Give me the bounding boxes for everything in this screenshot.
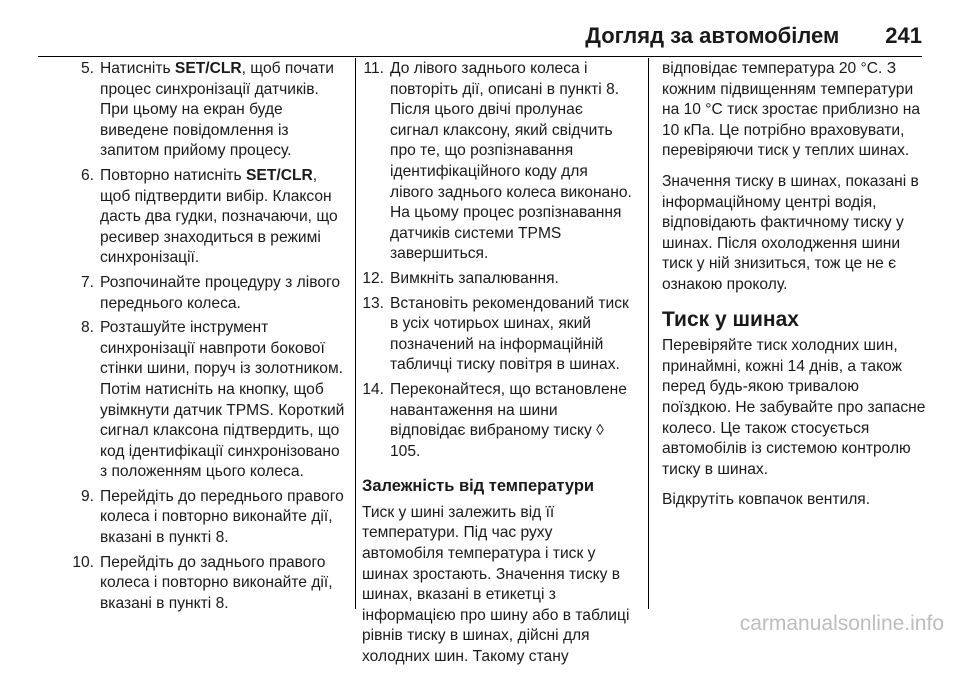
column-divider (648, 58, 649, 609)
key-label: SET/CLR (246, 166, 313, 184)
list-text: Повторно натисніть SET/CLR, щоб підтвердити вибір. Клаксон дасть два гудки, позначаючи, що ресивер знаходиться в режимі синхронізації. (100, 166, 338, 267)
list-number: 10. (72, 553, 94, 571)
column-divider (355, 58, 356, 609)
list-text: До лівого заднього колеса і повторіть дії, описані в пункті 8. Після цього двічі пролунає сигнал клаксону, який свідчить про те, що розпізнавання ідентифікаційного коду для лівого заднього колеса виконано. На цьому процес розпізнавання датчиків системи TPMS завершиться. (390, 60, 632, 263)
key-label: SET/CLR (174, 60, 242, 77)
page-ref-icon: ◊ (596, 422, 604, 440)
list-item (362, 380, 632, 462)
list-text: Встановіть рекомендований тиск в усіх чотирьох шинах, який позначений на інформаційній табличці тиску повітря в шинах. (390, 294, 629, 374)
paragraph: відповідає температура 20 °C. З кожним підвищенням температури на 10 °C тиск зростає приблизно на 10 кПа. Це потрібно враховувати, перевіряючи тиск у теплих шинах. (662, 60, 921, 160)
paragraph: Тиск у шині залежить від її температури. Під час руху автомобіля температура і тиск у шинах зростають. Значення тиску в шинах, вказані в етикетці з інформацією про шину або в таблиці рівнів тиску в шинах, дійсні для холодних шин. Такому стану (362, 503, 630, 666)
list-number: 14. (362, 380, 384, 398)
list-number: 9. (80, 487, 94, 505)
paragraph: Значення тиску в шинах, показані в інформаційному центрі водія, відповідають фактичному тиску у шинах. Після охолодження шини тиск у ній знизиться, тож це не є ознакою проколу. (662, 172, 919, 293)
list-number: 7. (80, 273, 94, 291)
list-text: Розпочинайте процедуру з лівого переднього колеса. (100, 273, 341, 312)
section-heading: Тиск у шинах (662, 307, 799, 331)
list-text: Вимкніть запалювання. (390, 269, 559, 287)
column-middle (362, 59, 632, 678)
list-number: 5. (80, 60, 94, 77)
list-text: Перейдіть до заднього правого колеса і повторно виконайте дії, вказані в пункті 8. (100, 553, 333, 612)
section-heading: Залежність від температури (362, 477, 595, 496)
column-right (662, 59, 930, 521)
list-number: 11. (363, 60, 384, 77)
list-text: Перейдіть до переднього правого колеса і повторно виконайте дії, вказані в пункті 8. (100, 487, 344, 547)
list-number: 13. (362, 294, 384, 312)
list-number: 8. (80, 319, 94, 337)
page-header (38, 20, 922, 57)
list-text: Переконайтеся, що встановлене навантаження на шини відповідає вибраному тиску ◊ 105. (390, 380, 627, 460)
page-ref-link[interactable]: 105. (390, 442, 421, 460)
watermark: carmanualsonline.info (739, 612, 944, 635)
list-text: Розташуйте інструмент синхронізації навпроти бокової стінки шини, поруч із золотником. Потім натисніть на кнопку, щоб увімкнути датчик TPMS. Короткий сигнал клаксона підтвердить, що код ідентифікації синхронізовано з положенням цього колеса. (100, 319, 345, 481)
list-item (80, 59, 348, 162)
paragraph: Перевіряйте тиск холодних шин, принаймні, кожні 14 днів, а також перед будь-якою тривалою поїздкою. Не забувайте про запасне колесо. Це також стосується автомобілів із системою контролю тиску в шинах. (662, 337, 926, 478)
list-item (72, 553, 348, 615)
list-number: 6. (80, 166, 94, 184)
list-number: 12. (362, 269, 384, 287)
list-item (80, 273, 348, 314)
list-text: Натисніть SET/CLR, щоб почати процес синхронізації датчиків. При цьому на екран буде виведене повідомлення із запитом прийому процесу. (100, 60, 334, 160)
list-item (80, 487, 348, 549)
page-number: 241 (885, 23, 922, 48)
list-item (80, 318, 348, 483)
column-left (66, 59, 348, 618)
list-item (80, 166, 348, 269)
list-item (363, 59, 632, 265)
page-title: Догляд за автомобілем (585, 23, 840, 48)
paragraph: Відкрутіть ковпачок вентиля. (662, 491, 871, 509)
list-item (362, 269, 632, 290)
list-item (362, 294, 632, 376)
